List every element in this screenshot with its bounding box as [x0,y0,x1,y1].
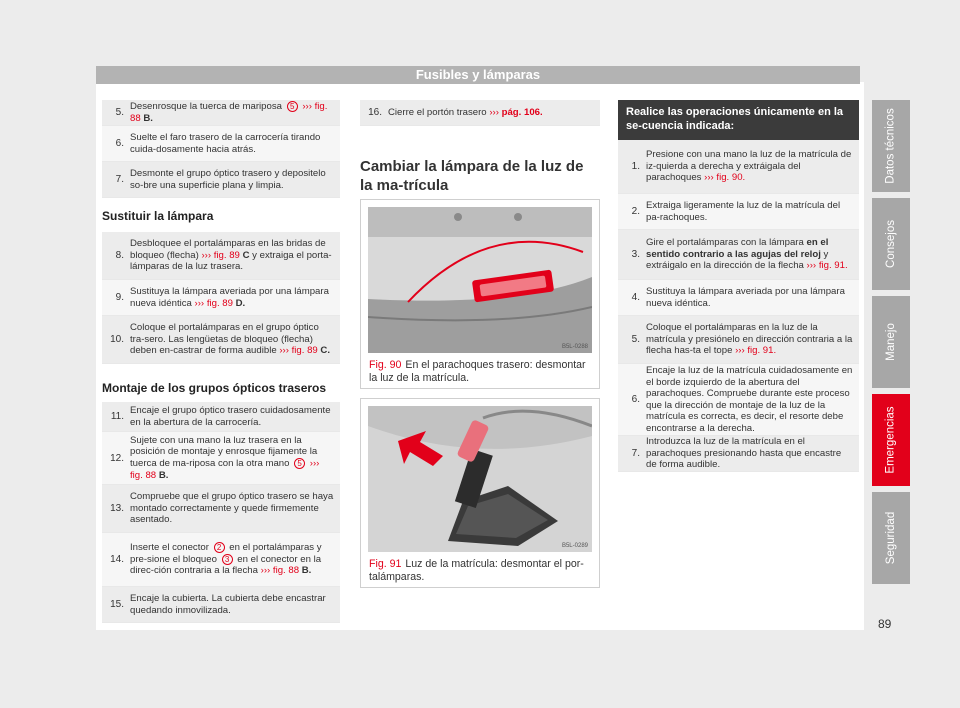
step-number: 10. [110,334,124,345]
step-text: Extraiga ligeramente la luz de la matrícula del pa-rachoques. [646,200,841,223]
step-number: 16. [368,107,382,118]
step-row [618,364,859,436]
figure-link[interactable]: ››› fig. 89 [201,249,240,261]
section-heading: Montaje de los grupos ópticos traseros [102,381,327,395]
steps-right [618,140,859,472]
step-number: 2. [631,206,640,217]
step-number: 7. [115,174,124,185]
step-number: 13. [110,503,124,514]
step-row [102,280,340,316]
step-row [360,100,600,126]
section-heading: Sustituir la lámpara [102,209,214,223]
lamp-holder-illustration [368,406,592,552]
figure-link[interactable]: ››› fig. 88 [130,458,320,481]
step-text: Encaje el grupo óptico trasero cuidadosamente en la abertura de la carrocería. [130,405,331,428]
step-number: 4. [631,292,640,303]
step-number: 12. [110,452,124,464]
step-number: 7. [631,448,640,459]
step-number: 6. [631,394,640,405]
tab-datos-tecnicos[interactable]: Datos técnicos [872,100,910,192]
step-row [102,432,340,485]
step-row [102,402,340,432]
step-row [102,485,340,533]
step-16 [360,100,600,126]
step-text: Sustituya la lámpara averiada por una lámpara nueva idéntica. [646,286,845,309]
step-number: 15. [110,599,124,610]
bumper-image [368,207,592,353]
step-number: 1. [631,161,640,172]
procedure-heading: Realice las operaciones únicamente en la se-cuencia indicada: [618,100,859,140]
figure-caption: Fig. 90 En el parachoques trasero: desmontar la luz de la matrícula. [369,359,586,384]
step-row [102,126,340,162]
steps-mid [102,232,340,364]
step-text: Coloque el portalámparas en la luz de la matrícula y presiónelo en dirección contraria a la flecha has-ta el tope ››› fig. 91. [646,322,853,357]
figure-code: B5L-0289 [561,543,588,549]
figure-link[interactable]: ››› fig. 91. [806,260,848,272]
step-text: Sujete con una mano la luz trasera en la posición de montaje y enrosque fijamente la tuerca de ma-riposa con la otra mano 5 ››› fig. 88 B. [130,434,320,481]
step-row [102,232,340,280]
figure-link[interactable]: ››› fig. 88 [260,565,300,577]
step-number: 5. [631,334,640,345]
step-text: Compruebe que el grupo óptico trasero se haya montado correctamente y quede firmemente asentado. [130,491,334,526]
step-row [102,162,340,198]
step-text: Desenrosque la tuerca de mariposa 5 ››› fig. 88 B. [130,101,328,124]
steps-top [102,100,340,198]
figure-91 [360,398,600,588]
figure-link[interactable]: ››› fig. 88 [130,101,328,124]
step-number: 6. [115,138,124,149]
step-row [618,316,859,364]
step-text: Encaje la luz de la matrícula cuidadosamente en el borde izquierdo de la abertura del parachoques. Compruebe durante este proceso que la dirección de montaje de la luz de la matrícula es correcta, es decir, el resorte debe encontrarse a la derecha. [646,365,853,434]
page-number: 89 [878,617,892,631]
step-number: 5. [115,107,124,118]
step-text: Encaje la cubierta. La cubierta debe encastrar quedando inmovilizada. [130,593,326,616]
step-number: 3. [631,249,640,260]
bumper-illustration [368,207,592,353]
figure-link[interactable]: ››› fig. 91. [735,345,777,357]
step-text: Presione con una mano la luz de la matrícula de iz-quierda a derecha y extráigala del parachoques ››› fig. 90. [646,149,852,184]
tab-consejos[interactable]: Consejos [872,198,910,290]
figure-code: B5L-0288 [561,344,588,350]
figure-link[interactable]: ››› fig. 90. [704,172,746,184]
page-link[interactable]: ››› pág. 106. [489,106,543,118]
step-text: Gire el portalámparas con la lámpara en el sentido contrario a las agujas del reloj y extráigalo en la dirección de la flecha ››› fig. 91. [646,237,848,272]
step-text: Coloque el portalámparas en el grupo óptico tra-sero. Las lengüetas de bloqueo (flecha) deben en-castrar de forma audible ››› fig. 89 C. [130,322,331,357]
step-text: Cierre el portón trasero ››› pág. 106. [388,106,543,118]
figure-caption: Fig. 91 Luz de la matrícula: desmontar el por-talámparas. [369,558,584,583]
step-text: Desmonte el grupo óptico trasero y depositelo so-bre una superficie plana y limpia. [130,168,326,191]
steps-bottom [102,402,340,623]
step-row [618,280,859,316]
step-row [618,436,859,472]
step-row [102,100,340,126]
figure-link[interactable]: ››› fig. 89 [194,297,233,309]
page-header: Fusibles y lámparas [96,66,860,84]
step-text: Desbloquee el portalámparas en las bridas de bloqueo (flecha) ››› fig. 89 C y extraiga el porta-lámparas de la luz trasera. [130,238,332,273]
tab-manejo[interactable]: Manejo [872,296,910,388]
step-row [618,140,859,194]
step-text: Inserte el conector 2 en el portalámparas y pre-sione el bloqueo 3 en el conector en la direc-ción contraria a la flecha ››› fig. 88 B. [130,542,322,577]
section-title: Cambiar la lámpara de la luz de la ma-trícula [360,157,600,200]
tab-seguridad[interactable]: Seguridad [872,492,910,584]
step-row [618,230,859,280]
step-text: Suelte el faro trasero de la carrocería tirando cuida-dosamente hacia atrás. [130,132,321,155]
step-number: 9. [115,292,124,303]
figure-link[interactable]: ››› fig. 89 [279,345,318,357]
step-row [618,194,859,230]
step-text: Sustituya la lámpara averiada por una lámpara nueva idéntica ››› fig. 89 D. [130,286,329,309]
figure-90 [360,199,600,389]
step-number: 11. [110,411,124,422]
step-number: 14. [110,554,124,565]
step-row [102,533,340,587]
step-row [102,316,340,364]
step-number: 8. [115,250,124,261]
step-text: Introduzca la luz de la matrícula en el parachoques presionando hasta que encastre de forma audible. [646,436,842,471]
lamp-holder-image [368,406,592,552]
tab-emergencias[interactable]: Emergencias [872,394,910,486]
step-row [102,587,340,623]
